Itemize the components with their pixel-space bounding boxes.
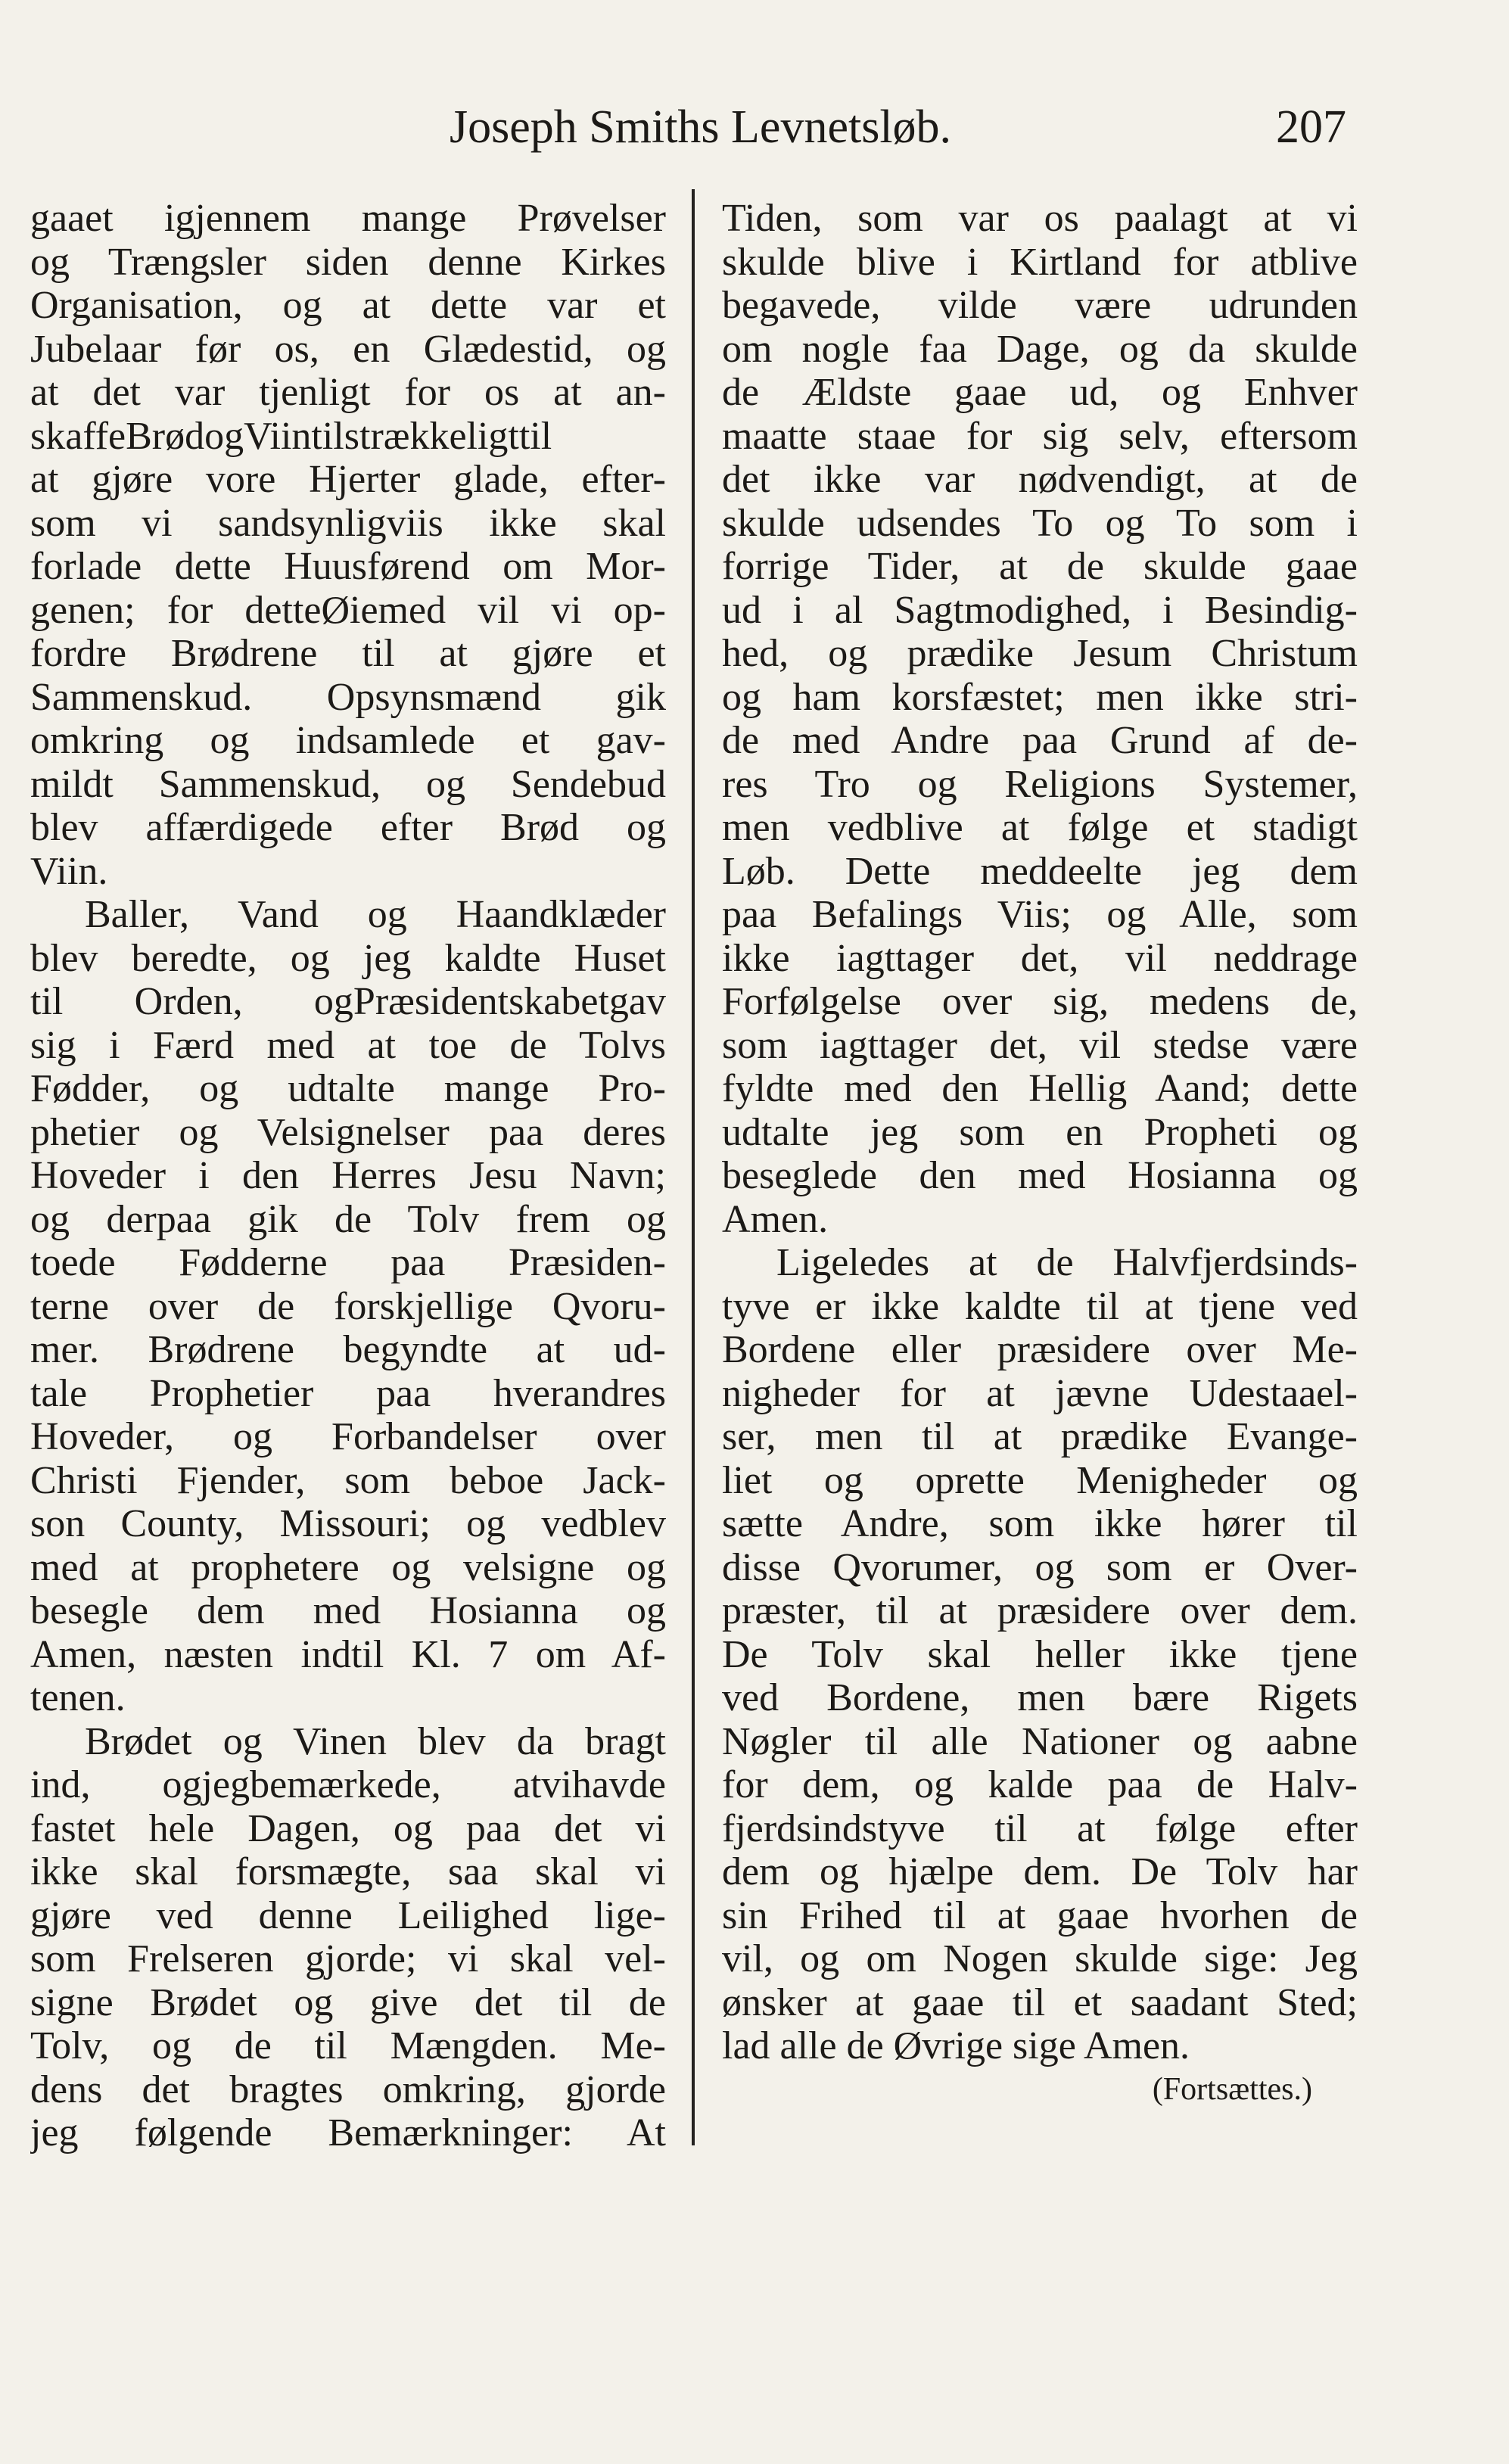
text-line: skaffeBrødogViintilstrækkeligttil bbox=[30, 414, 552, 458]
text-line: Organisation, og at dette var et bbox=[30, 284, 666, 327]
text-line: Amen, næsten indtil Kl. 7 om Af- bbox=[30, 1632, 666, 1676]
text-line: skulde blive i Kirtland for atblive bbox=[722, 240, 1358, 284]
text-line: forrige Tider, at de skulde gaae bbox=[722, 545, 1358, 588]
text-line: signe Brødet og give det til de bbox=[30, 1980, 666, 2024]
text-line: at gjøre vore Hjerter glade, efter- bbox=[30, 458, 666, 501]
text-line: Amen. bbox=[722, 1197, 829, 1241]
text-line: toede Fødderne paa Præsiden- bbox=[30, 1241, 666, 1284]
text-line: dens det bragtes omkring, gjorde bbox=[30, 2067, 666, 2111]
text-line: tale Prophetier paa hverandres bbox=[30, 1371, 666, 1415]
text-line: phetier og Velsignelser paa deres bbox=[30, 1110, 666, 1154]
text-line: liet og oprette Menigheder og bbox=[722, 1458, 1358, 1502]
text-line: blev beredte, og jeg kaldte Huset bbox=[30, 936, 666, 980]
text-line: og derpaa gik de Tolv frem og bbox=[30, 1197, 666, 1241]
text-line: Ligeledes at de Halvfjerdsinds- bbox=[776, 1241, 1358, 1284]
text-line: som iagttager det, vil stedse være bbox=[722, 1023, 1358, 1067]
text-line: ind, ogjegbemærkede, atvihavde bbox=[30, 1763, 666, 1806]
text-line: Baller, Vand og Haandklæder bbox=[85, 893, 666, 936]
text-line: og ham korsfæstet; men ikke stri- bbox=[722, 675, 1358, 719]
text-line: med at prophetere og velsigne og bbox=[30, 1545, 666, 1589]
text-line: de Ældste gaae ud, og Enhver bbox=[722, 371, 1358, 414]
text-line: jeg følgende Bemærkninger: At bbox=[30, 2111, 666, 2154]
text-line: som Frelseren gjorde; vi skal vel- bbox=[30, 1937, 666, 1980]
text-line: Viin. bbox=[30, 849, 108, 893]
text-line: omkring og indsamlede et gav- bbox=[30, 719, 666, 762]
text-line: Jubelaar før os, en Glædestid, og bbox=[30, 327, 666, 371]
text-line: Brødet og Vinen blev da bragt bbox=[85, 1719, 666, 1763]
text-line: begavede, vilde være udrunden bbox=[722, 284, 1358, 327]
text-line: besegle dem med Hosianna og bbox=[30, 1589, 666, 1632]
text-line: Hoveder i den Herres Jesu Navn; bbox=[30, 1154, 666, 1197]
text-line: præster, til at præsidere over dem. bbox=[722, 1589, 1358, 1632]
text-line: fordre Brødrene til at gjøre et bbox=[30, 632, 666, 675]
text-line: det ikke var nødvendigt, at de bbox=[722, 458, 1358, 501]
text-line: skulde udsendes To og To som i bbox=[722, 501, 1358, 545]
text-line: son County, Missouri; og vedblev bbox=[30, 1502, 666, 1545]
text-line: dem og hjælpe dem. De Tolv har bbox=[722, 1850, 1358, 1893]
text-line: sætte Andre, som ikke hører til bbox=[722, 1502, 1358, 1545]
text-line: Tiden, som var os paalagt at vi bbox=[722, 197, 1358, 240]
text-line: nigheder for at jævne Udestaael- bbox=[722, 1371, 1358, 1415]
text-line: om nogle faa Dage, og da skulde bbox=[722, 327, 1358, 371]
text-line: men vedblive at følge et stadigt bbox=[722, 806, 1358, 849]
text-line: ikke iagttager det, vil neddrage bbox=[722, 936, 1358, 980]
text-line: fastet hele Dagen, og paa det vi bbox=[30, 1806, 666, 1850]
text-line: Bordene eller præsidere over Me- bbox=[722, 1328, 1358, 1371]
text-line: gaaet igjennem mange Prøvelser bbox=[30, 197, 666, 240]
text-line: ud i al Sagtmodighed, i Besindig- bbox=[722, 588, 1358, 632]
continued-note: (Fortsættes.) bbox=[1152, 2071, 1312, 2107]
text-line: disse Qvorumer, og som er Over- bbox=[722, 1545, 1358, 1589]
text-line: forlade dette Huusførend om Mor- bbox=[30, 545, 666, 588]
text-line: til Orden, ogPræsidentskabetgav bbox=[30, 980, 666, 1023]
text-line: Nøgler til alle Nationer og aabne bbox=[722, 1719, 1358, 1763]
running-title: Joseph Smiths Levnetsløb. bbox=[450, 101, 952, 153]
text-line: Christi Fjender, som beboe Jack- bbox=[30, 1458, 666, 1502]
column-divider bbox=[692, 189, 695, 2145]
text-line: genen; for detteØiemed vil vi op- bbox=[30, 588, 666, 632]
text-line: Fødder, og udtalte mange Pro- bbox=[30, 1067, 666, 1110]
text-line: gjøre ved denne Leilighed lige- bbox=[30, 1893, 666, 1937]
text-line: Forfølgelse over sig, medens de, bbox=[722, 980, 1358, 1023]
text-line: lad alle de Øvrige sige Amen. bbox=[722, 2024, 1190, 2067]
text-line: hed, og prædike Jesum Christum bbox=[722, 632, 1358, 675]
text-line: tyve er ikke kaldte til at tjene ved bbox=[722, 1284, 1358, 1328]
text-line: sin Frihed til at gaae hvorhen de bbox=[722, 1893, 1358, 1937]
text-line: at det var tjenligt for os at an- bbox=[30, 371, 666, 414]
text-line: for dem, og kalde paa de Halv- bbox=[722, 1763, 1358, 1806]
text-line: og Trængsler siden denne Kirkes bbox=[30, 240, 666, 284]
text-line: paa Befalings Viis; og Alle, som bbox=[722, 893, 1358, 936]
text-line: ser, men til at prædike Evange- bbox=[722, 1415, 1358, 1458]
text-line: Hoveder, og Forbandelser over bbox=[30, 1415, 666, 1458]
text-line: mer. Brødrene begyndte at ud- bbox=[30, 1328, 666, 1371]
text-line: som vi sandsynligviis ikke skal bbox=[30, 501, 666, 545]
right-text-column bbox=[722, 197, 1358, 2111]
text-line: ved Bordene, men bære Rigets bbox=[722, 1676, 1358, 1719]
page-number: 207 bbox=[1276, 101, 1346, 153]
text-line: fyldte med den Hellig Aand; dette bbox=[722, 1067, 1358, 1110]
text-line: beseglede den med Hosianna og bbox=[722, 1154, 1358, 1197]
text-line: tenen. bbox=[30, 1676, 126, 1719]
text-line: sig i Færd med at toe de Tolvs bbox=[30, 1023, 666, 1067]
text-line: Tolv, og de til Mængden. Me- bbox=[30, 2024, 666, 2067]
text-line: ønsker at gaae til et saadant Sted; bbox=[722, 1980, 1358, 2024]
text-line: terne over de forskjellige Qvoru- bbox=[30, 1284, 666, 1328]
text-line: ikke skal forsmægte, saa skal vi bbox=[30, 1850, 666, 1893]
text-line: blev affærdigede efter Brød og bbox=[30, 806, 666, 849]
text-line: udtalte jeg som en Propheti og bbox=[722, 1110, 1358, 1154]
text-line: vil, og om Nogen skulde sige: Jeg bbox=[722, 1937, 1358, 1980]
text-line: maatte staae for sig selv, eftersom bbox=[722, 414, 1358, 458]
text-line: Sammenskud. Opsynsmænd gik bbox=[30, 675, 666, 719]
text-line: de med Andre paa Grund af de- bbox=[722, 719, 1358, 762]
left-text-column bbox=[30, 197, 666, 2155]
text-line: fjerdsindstyve til at følge efter bbox=[722, 1806, 1358, 1850]
text-line: Løb. Dette meddeelte jeg dem bbox=[722, 849, 1358, 893]
text-line: mildt Sammenskud, og Sendebud bbox=[30, 762, 666, 806]
text-line: De Tolv skal heller ikke tjene bbox=[722, 1632, 1358, 1676]
text-line: res Tro og Religions Systemer, bbox=[722, 762, 1358, 806]
